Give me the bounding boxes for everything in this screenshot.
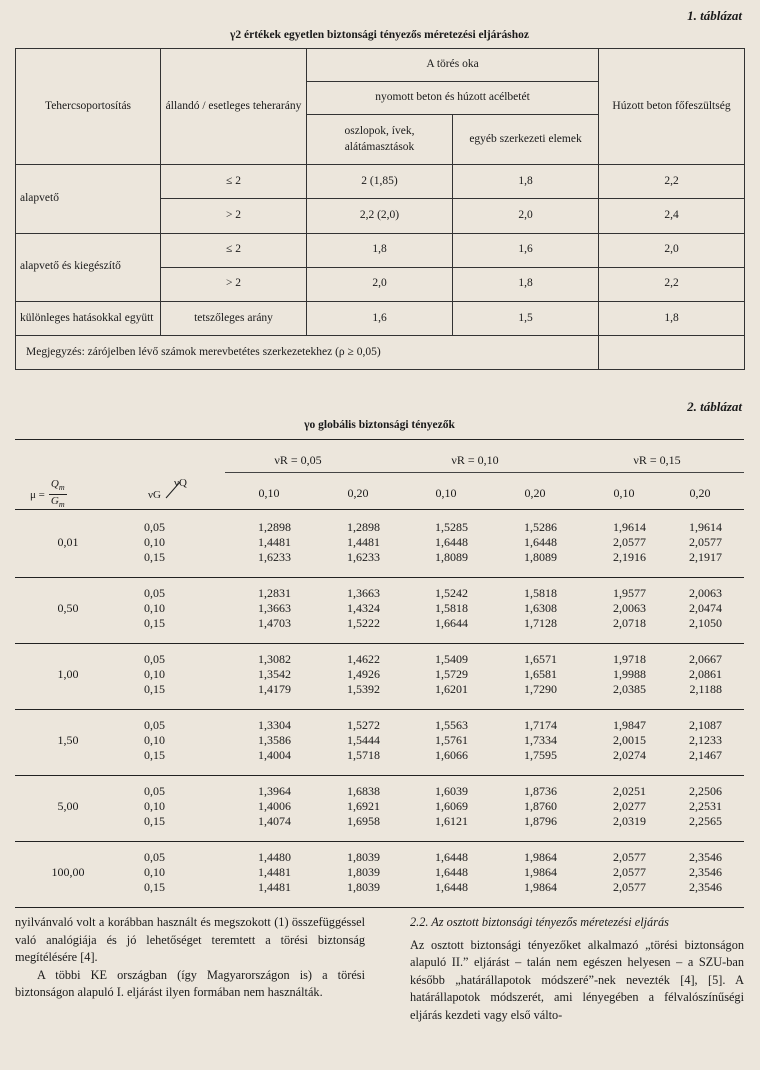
table-cell: 1,6448 <box>435 850 468 864</box>
header-ratio: állandó / esetleges teherarány <box>161 49 307 165</box>
table-cell: 2,2531 <box>689 799 722 813</box>
table-cell: 1,8736 <box>524 784 557 798</box>
table-cell: 2,0577 <box>613 850 646 864</box>
table-cell: 1,4481 <box>258 880 291 894</box>
table-cell: 2,2506 <box>689 784 722 798</box>
table-cell: 2,0251 <box>613 784 646 798</box>
t1-cell: 1,8 <box>453 165 599 199</box>
table-cell: 1,9864 <box>524 880 557 894</box>
table-cell: 1,3304 <box>258 718 291 732</box>
t1-cell: 1,8 <box>453 267 599 301</box>
table-cell: 1,3542 <box>258 667 291 681</box>
vg-value: 0,10 <box>144 667 165 681</box>
table-cell: 1,4480 <box>258 850 291 864</box>
table-cell: 1,3663 <box>258 601 291 615</box>
left-paragraph-2: A többi KE országban (így Magyarországon is) a törési biztonságon alapuló I. eljárást ilyen formában nem használták. <box>15 967 365 999</box>
table-cell: 1,2831 <box>258 586 291 600</box>
vq-value: 0,10 <box>258 486 280 500</box>
table-cell: 1,4074 <box>258 814 291 828</box>
table-cell: 2,0063 <box>689 586 722 600</box>
group-rule <box>15 709 744 710</box>
table1-title: γ2 értékek egyetlen biztonsági tényezős méretezési eljáráshoz <box>230 29 529 41</box>
table-cell: 1,3082 <box>258 652 291 666</box>
table-cell: 1,9864 <box>524 850 557 864</box>
right-column-text <box>410 914 744 1024</box>
table-cell: 2,1917 <box>689 550 722 564</box>
group-basic: alapvető <box>16 165 161 233</box>
table-cell: 1,7290 <box>524 682 557 696</box>
table-cell: 1,6838 <box>347 784 380 798</box>
table-cell: 1,4006 <box>258 799 291 813</box>
t1-ratio: > 2 <box>161 199 307 233</box>
vg-value: 0,15 <box>144 880 165 894</box>
table-cell: 1,6644 <box>435 616 468 630</box>
table-cell: 2,0577 <box>613 535 646 549</box>
header-group: Tehercsoportosítás <box>16 49 161 165</box>
table-cell: 1,5392 <box>347 682 380 696</box>
t1-cell: 2,2 <box>599 165 745 199</box>
vg-value: 0,10 <box>144 601 165 615</box>
table-cell: 1,2898 <box>347 520 380 534</box>
group-rule <box>15 775 744 776</box>
table-cell: 1,2898 <box>258 520 291 534</box>
table-cell: 1,6066 <box>435 748 468 762</box>
group-rule <box>15 643 744 644</box>
table-cell: 1,6921 <box>347 799 380 813</box>
table-cell: 1,7334 <box>524 733 557 747</box>
t1-ratio: ≤ 2 <box>161 233 307 267</box>
table-cell: 2,0319 <box>613 814 646 828</box>
header-cause: A törés oka <box>307 49 599 82</box>
vg-value: 0,15 <box>144 748 165 762</box>
table-cell: 1,8760 <box>524 799 557 813</box>
table-cell: 2,0667 <box>689 652 722 666</box>
table-cell: 2,0277 <box>613 799 646 813</box>
mu-value: 0,50 <box>57 601 79 615</box>
table-cell: 1,5729 <box>435 667 468 681</box>
t1-ratio: ≤ 2 <box>161 165 307 199</box>
vg-value: 0,15 <box>144 550 165 564</box>
table-cell: 1,9577 <box>613 586 646 600</box>
table-cell: 1,5444 <box>347 733 380 747</box>
table-cell: 1,5409 <box>435 652 468 666</box>
group-rule <box>15 577 744 578</box>
group-rule <box>15 907 744 908</box>
mu-value: 1,50 <box>57 733 79 747</box>
t1-ratio: tetszőleges arány <box>161 301 307 335</box>
left-column-text <box>15 914 365 1002</box>
table-cell: 2,2565 <box>689 814 722 828</box>
mu-header: μ = $\frac{Q_m}{G_m}$ <box>30 478 65 510</box>
table-cell: 1,7174 <box>524 718 557 732</box>
vg-value: 0,05 <box>144 520 165 534</box>
mu-value: 1,00 <box>57 667 79 681</box>
table-cell: 1,3586 <box>258 733 291 747</box>
t1-cell: 1,6 <box>307 301 453 335</box>
table2-label: 2. táblázat <box>687 399 742 414</box>
table-cell: 2,0385 <box>613 682 646 696</box>
table-cell: 2,0718 <box>613 616 646 630</box>
table-cell: 1,7128 <box>524 616 557 630</box>
table-cell: 1,6571 <box>524 652 557 666</box>
table-cell: 2,1050 <box>689 616 722 630</box>
mu-value: 0,01 <box>57 535 79 549</box>
table-cell: 1,3964 <box>258 784 291 798</box>
table-cell: 2,0577 <box>613 865 646 879</box>
t1-cell: 1,8 <box>307 233 453 267</box>
table-cell: 1,4926 <box>347 667 380 681</box>
left-paragraph-1: nyilvánvaló volt a korábban használt és megszokott (1) összefüggéssel való analógiája és jó lehetőséget teremtett a törési biztonság megítélésére [4]. <box>15 915 365 964</box>
table-cell: 1,9614 <box>689 520 722 534</box>
table-cell: 1,6448 <box>435 865 468 879</box>
table-cell: 1,9614 <box>613 520 646 534</box>
t1-cell: 1,8 <box>599 301 745 335</box>
table-cell: 1,6121 <box>435 814 468 828</box>
header-compressed: nyomott beton és húzott acélbetét <box>307 82 599 115</box>
table-cell: 2,0063 <box>613 601 646 615</box>
table-cell: 1,4004 <box>258 748 291 762</box>
vg-value: 0,10 <box>144 799 165 813</box>
table-cell: 2,3546 <box>689 850 722 864</box>
table-cell: 1,7595 <box>524 748 557 762</box>
table-cell: 2,1233 <box>689 733 722 747</box>
table-cell: 1,8039 <box>347 850 380 864</box>
vr-header: νR = 0,15 <box>633 453 681 467</box>
table1-note: Megjegyzés: zárójelben lévő számok merevbetétes szerkezetekhez (ρ ≥ 0,05) <box>16 335 599 369</box>
t1-cell: 2,0 <box>307 267 453 301</box>
table-cell: 1,4622 <box>347 652 380 666</box>
header-rule <box>15 509 744 510</box>
vg-value: 0,10 <box>144 733 165 747</box>
vg-value: 0,05 <box>144 784 165 798</box>
table-cell: 1,9864 <box>524 865 557 879</box>
right-paragraph-1: Az osztott biztonsági tényezőket alkalmazó „törési biztonságon alapuló II.” eljárást – talán nem egészen helyesen – a SZU-ban később „határállapotok módszeré”-nek nevezték [4], [5]. A határállapotok módszerét, ami lényegében a félvalószínűségi eljárás kezdeti vagy első válto- <box>410 937 744 1022</box>
table1-label: 1. táblázat <box>687 8 742 23</box>
table-cell: 1,8039 <box>347 880 380 894</box>
table-cell: 1,8039 <box>347 865 380 879</box>
mu-value: 100,00 <box>51 865 85 879</box>
table-cell: 1,8089 <box>435 550 468 564</box>
table-cell: 1,6233 <box>258 550 291 564</box>
header-other: egyéb szerkezeti elemek <box>453 115 599 165</box>
table-cell: 2,1916 <box>613 550 646 564</box>
vg-value: 0,05 <box>144 718 165 732</box>
table-cell: 1,6233 <box>347 550 380 564</box>
table-cell: 1,4481 <box>258 865 291 879</box>
table-cell: 2,0861 <box>689 667 722 681</box>
group-special: különleges hatásokkal együtt <box>16 301 161 335</box>
t1-cell: 2,2 (2,0) <box>307 199 453 233</box>
table-cell: 2,1087 <box>689 718 722 732</box>
vg-value: 0,05 <box>144 850 165 864</box>
table-cell: 1,6448 <box>435 535 468 549</box>
table-cell: 1,6039 <box>435 784 468 798</box>
vq-value: 0,20 <box>347 486 369 500</box>
table-cell: 1,8089 <box>524 550 557 564</box>
vg-value: 0,15 <box>144 682 165 696</box>
t1-cell: 2,0 <box>599 233 745 267</box>
table-cell: 1,5272 <box>347 718 380 732</box>
table-cell: 1,9718 <box>613 652 646 666</box>
table-cell: 1,6308 <box>524 601 557 615</box>
t1-ratio: > 2 <box>161 267 307 301</box>
table-cell: 1,5818 <box>524 586 557 600</box>
table-cell: 1,3663 <box>347 586 380 600</box>
mu-value: 5,00 <box>57 799 79 813</box>
vg-label: νG <box>148 489 161 501</box>
table-cell: 2,3546 <box>689 865 722 879</box>
table-cell: 1,5242 <box>435 586 468 600</box>
table-cell: 1,5286 <box>524 520 557 534</box>
table-cell: 2,0577 <box>613 880 646 894</box>
table-cell: 1,6201 <box>435 682 468 696</box>
table-cell: 1,6958 <box>347 814 380 828</box>
t1-cell: 1,6 <box>453 233 599 267</box>
table-cell: 2,0474 <box>689 601 722 615</box>
vr-header: νR = 0,05 <box>274 453 322 467</box>
vq-value: 0,20 <box>524 486 546 500</box>
table-cell: 1,6069 <box>435 799 468 813</box>
vg-value: 0,05 <box>144 652 165 666</box>
table-cell: 2,0274 <box>613 748 646 762</box>
table-cell: 1,6448 <box>435 880 468 894</box>
t1-cell: 2,2 <box>599 267 745 301</box>
vg-value: 0,15 <box>144 814 165 828</box>
table2-title: γo globális biztonsági tényezők <box>304 419 455 431</box>
t1-cell: 2 (1,85) <box>307 165 453 199</box>
table-cell: 1,5222 <box>347 616 380 630</box>
table-cell: 1,5818 <box>435 601 468 615</box>
vq-value: 0,10 <box>613 486 635 500</box>
t1-cell: 1,5 <box>453 301 599 335</box>
table-cell: 1,6581 <box>524 667 557 681</box>
header-tension: Húzott beton főfeszültség <box>599 49 745 165</box>
table1 <box>15 48 745 370</box>
table-cell: 1,4179 <box>258 682 291 696</box>
table-cell: 1,5761 <box>435 733 468 747</box>
table-cell: 2,1188 <box>689 682 722 696</box>
table-cell: 2,3546 <box>689 880 722 894</box>
t1-cell: 2,0 <box>453 199 599 233</box>
table-cell: 1,4481 <box>347 535 380 549</box>
table-cell: 1,5285 <box>435 520 468 534</box>
group-rule <box>15 841 744 842</box>
vg-value: 0,15 <box>144 616 165 630</box>
table2-top-rule <box>15 439 744 440</box>
vr-header: νR = 0,10 <box>451 453 499 467</box>
group-basic-supplementary: alapvető és kiegészítő <box>16 233 161 301</box>
vg-value: 0,10 <box>144 865 165 879</box>
table-cell: 2,0577 <box>689 535 722 549</box>
vq-label: νQ <box>174 477 187 489</box>
table-cell: 2,1467 <box>689 748 722 762</box>
table-cell: 1,4324 <box>347 601 380 615</box>
table-cell: 1,9988 <box>613 667 646 681</box>
table-cell: 1,8796 <box>524 814 557 828</box>
header-columns: oszlopok, ívek, alátámasztások <box>307 115 453 165</box>
t1-cell: 2,4 <box>599 199 745 233</box>
vr-underline <box>225 472 744 473</box>
table-cell: 1,5718 <box>347 748 380 762</box>
table-cell: 1,9847 <box>613 718 646 732</box>
table-cell: 1,4481 <box>258 535 291 549</box>
vg-value: 0,05 <box>144 586 165 600</box>
vq-value: 0,10 <box>435 486 457 500</box>
section-heading: 2.2. Az osztott biztonsági tényezős méretezési eljárás <box>410 915 669 929</box>
table-cell: 1,5563 <box>435 718 468 732</box>
vq-value: 0,20 <box>689 486 711 500</box>
table-cell: 1,6448 <box>524 535 557 549</box>
table-cell: 1,4703 <box>258 616 291 630</box>
t1-empty-cell <box>599 335 745 369</box>
vg-value: 0,10 <box>144 535 165 549</box>
table-cell: 2,0015 <box>613 733 646 747</box>
